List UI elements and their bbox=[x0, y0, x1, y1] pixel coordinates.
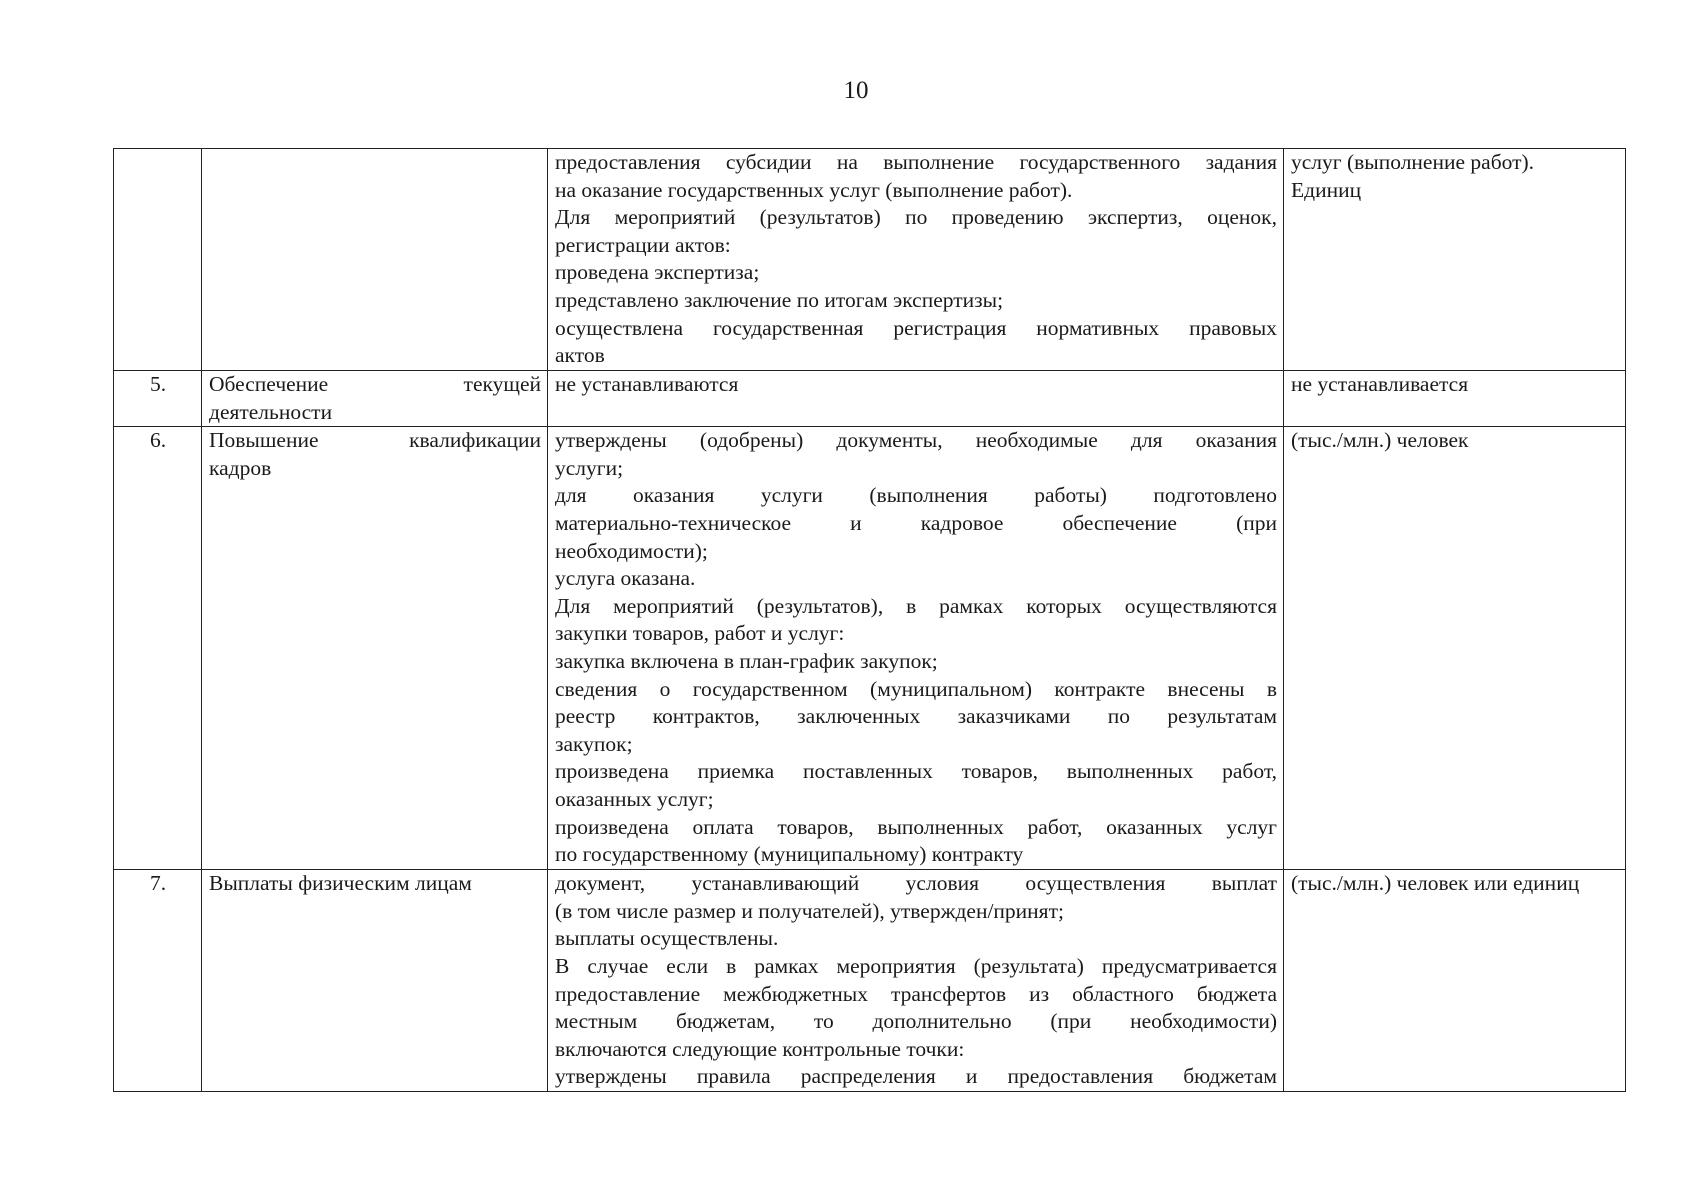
activity-name-line: кадров bbox=[209, 455, 272, 480]
control-point-line: по государственному (муниципальному) контракту bbox=[555, 842, 1024, 867]
control-point-line: представлено заключение по итогам экспертизы; bbox=[555, 287, 1004, 312]
control-point-line: документ, устанавливающий условия осуществления выплат bbox=[555, 871, 1277, 896]
table-row bbox=[114, 870, 1626, 1092]
activity-name-cell bbox=[202, 371, 548, 427]
control-point-line: закупки товаров, работ и услуг: bbox=[555, 621, 845, 646]
control-point-line: произведена оплата товаров, выполненных работ, оказанных услуг bbox=[555, 814, 1277, 839]
control-point-line: включаются следующие контрольные точки: bbox=[555, 1036, 965, 1061]
unit-cell bbox=[1284, 427, 1626, 870]
unit-cell bbox=[1284, 870, 1626, 1092]
control-points-cell bbox=[548, 870, 1284, 1092]
activity-name-line: Обеспечение текущей bbox=[209, 372, 541, 396]
control-points-cell bbox=[548, 371, 1284, 427]
control-point-line: осуществлена государственная регистрация нормативных правовых bbox=[555, 315, 1277, 340]
control-point-line: Для мероприятий (результатов) по проведению экспертиз, оценок, bbox=[555, 205, 1277, 230]
control-point-line: для оказания услуги (выполнения работы) подготовлено bbox=[555, 483, 1277, 508]
control-point-line: предоставление межбюджетных трансфертов из областного бюджета bbox=[555, 981, 1277, 1006]
page-number: 10 bbox=[843, 77, 869, 104]
control-point-line: местным бюджетам, то дополнительно (при необходимости) bbox=[555, 1009, 1277, 1034]
control-point-line: утверждены правила распределения и предоставления бюджетам bbox=[555, 1064, 1277, 1089]
unit-cell bbox=[1284, 149, 1626, 371]
control-point-line: проведена экспертиза; bbox=[555, 260, 760, 285]
control-point-line: оказанных услуг; bbox=[555, 786, 714, 811]
activity-name-cell bbox=[202, 149, 548, 371]
row-number-cell bbox=[114, 149, 202, 371]
activity-name-line: Выплаты физическим лицам bbox=[209, 871, 472, 896]
control-point-line: на оказание государственных услуг (выполнение работ). bbox=[555, 177, 1073, 202]
control-points-table bbox=[113, 148, 1626, 1092]
activity-name-line: Повышение квалификации bbox=[209, 428, 541, 453]
control-point-line: регистрации актов: bbox=[555, 232, 731, 257]
row-number-cell bbox=[114, 371, 202, 427]
control-point-line: произведена приемка поставленных товаров, выполненных работ, bbox=[555, 759, 1277, 784]
row-number-cell bbox=[114, 870, 202, 1092]
control-point-line: В случае если в рамках мероприятия (результата) предусматривается bbox=[555, 953, 1277, 978]
control-point-line: утверждены (одобрены) документы, необходимые для оказания bbox=[555, 428, 1277, 453]
table-row bbox=[114, 149, 1626, 371]
unit-line: услуг (выполнение работ). bbox=[1291, 150, 1535, 174]
control-point-line: предоставления субсидии на выполнение государственного задания bbox=[555, 150, 1277, 174]
table-row bbox=[114, 371, 1626, 427]
activity-name-cell bbox=[202, 870, 548, 1092]
control-point-line: услуга оказана. bbox=[555, 566, 696, 591]
control-point-line: услуги; bbox=[555, 455, 624, 480]
unit-line: Единиц bbox=[1291, 177, 1362, 202]
row-number: 5. bbox=[149, 372, 167, 396]
control-points-cell bbox=[548, 427, 1284, 870]
control-point-line: реестр контрактов, заключенных заказчиками по результатам bbox=[555, 704, 1277, 729]
control-point-line: закупка включена в план-график закупок; bbox=[555, 648, 938, 673]
control-point-line: закупок; bbox=[555, 731, 633, 756]
control-point-line: Для мероприятий (результатов), в рамках которых осуществляются bbox=[555, 593, 1277, 618]
activity-name-line: деятельности bbox=[209, 399, 333, 424]
row-number: 7. bbox=[149, 871, 167, 896]
activity-name-cell bbox=[202, 427, 548, 870]
control-point-line: актов bbox=[555, 343, 605, 368]
row-number-cell bbox=[114, 427, 202, 870]
unit-line: не устанавливается bbox=[1291, 372, 1469, 396]
control-point-line: (в том числе размер и получателей), утвержден/принят; bbox=[555, 898, 1064, 923]
control-point-line: не устанавливаются bbox=[555, 372, 739, 396]
table-row bbox=[114, 427, 1626, 870]
unit-cell bbox=[1284, 371, 1626, 427]
control-point-line: сведения о государственном (муниципальном) контракте внесены в bbox=[555, 676, 1277, 701]
row-number: 6. bbox=[149, 428, 167, 453]
control-point-line: материально-техническое и кадровое обеспечение (при bbox=[555, 510, 1277, 535]
control-point-line: выплаты осуществлены. bbox=[555, 926, 779, 951]
control-points-cell bbox=[548, 149, 1284, 371]
unit-line: (тыс./млн.) человек или единиц bbox=[1291, 871, 1580, 896]
control-point-line: необходимости); bbox=[555, 538, 708, 563]
unit-line: (тыс./млн.) человек bbox=[1291, 428, 1469, 453]
